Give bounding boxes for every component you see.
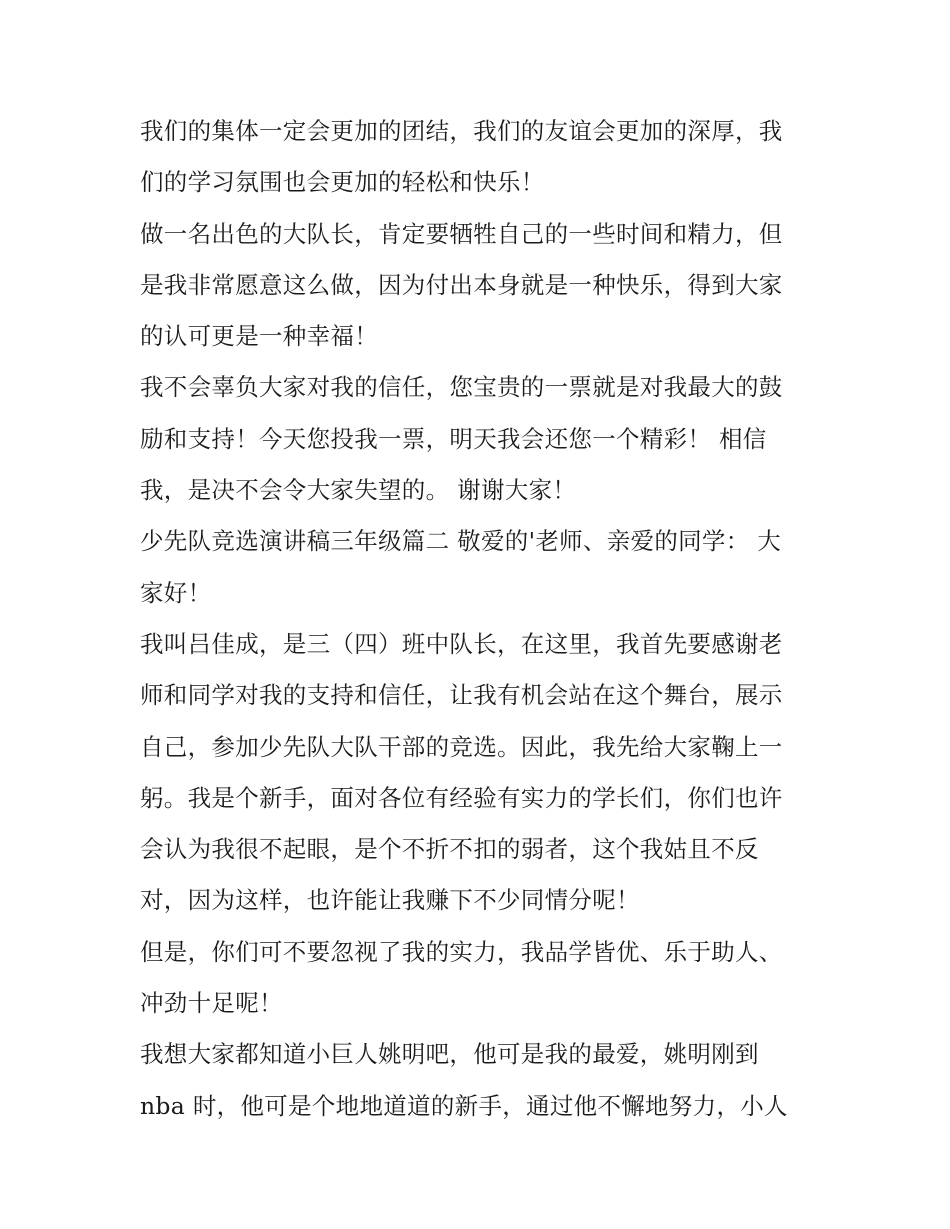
text-line: 我，是决不会令大家失望的。 谢谢大家！	[140, 476, 577, 505]
text-line: 少先队竞选演讲稿三年级篇二 敬爱的'老师、亲爱的同学： 大	[140, 527, 782, 556]
text-line: 励和支持！今天您投我一票，明天我会还您一个精彩！ 相信	[140, 424, 767, 453]
text-line: 家好！	[140, 578, 212, 607]
text-line: 我不会辜负大家对我的信任，您宝贵的一票就是对我最大的鼓	[140, 373, 783, 402]
text-line: 我想大家都知道小巨人姚明吧，他可是我的最爱，姚明刚到	[140, 1040, 759, 1069]
text-line: 会认为我很不起眼，是个不折不扣的弱者，这个我姑且不反	[140, 835, 759, 864]
text-line: 们的学习氛围也会更加的轻松和快乐！	[140, 168, 545, 197]
text-line: 的认可更是一种幸福！	[140, 322, 378, 351]
text-line: 我叫吕佳成，是三（四）班中队长，在这里，我首先要感谢老	[140, 629, 783, 658]
text-line: 自己，参加少先队大队干部的竞选。因此，我先给大家鞠上一	[140, 732, 783, 761]
text-line: 是我非常愿意这么做，因为付出本身就是一种快乐，得到大家	[140, 270, 783, 299]
text-line: 对，因为这样，也许能让我赚下不少同情分呢！	[140, 886, 640, 915]
text-line: 冲劲十足呢！	[140, 989, 283, 1018]
text-line: nba 时，他可是个地地道道的新手，通过他不懈地努力，小人	[140, 1091, 788, 1120]
text-line: 做一名出色的大队长，肯定要牺牲自己的一些时间和精力，但	[140, 219, 783, 248]
text-line: 但是，你们可不要忽视了我的实力，我品学皆优、乐于助人、	[140, 937, 783, 966]
text-line: 我们的集体一定会更加的团结，我们的友谊会更加的深厚，我	[140, 117, 783, 145]
body-text	[140, 106, 820, 1132]
text-line: 躬。我是个新手，面对各位有经验有实力的学长们，你们也许	[140, 783, 783, 812]
text-line: 师和同学对我的支持和信任，让我有机会站在这个舞台，展示	[140, 681, 783, 710]
